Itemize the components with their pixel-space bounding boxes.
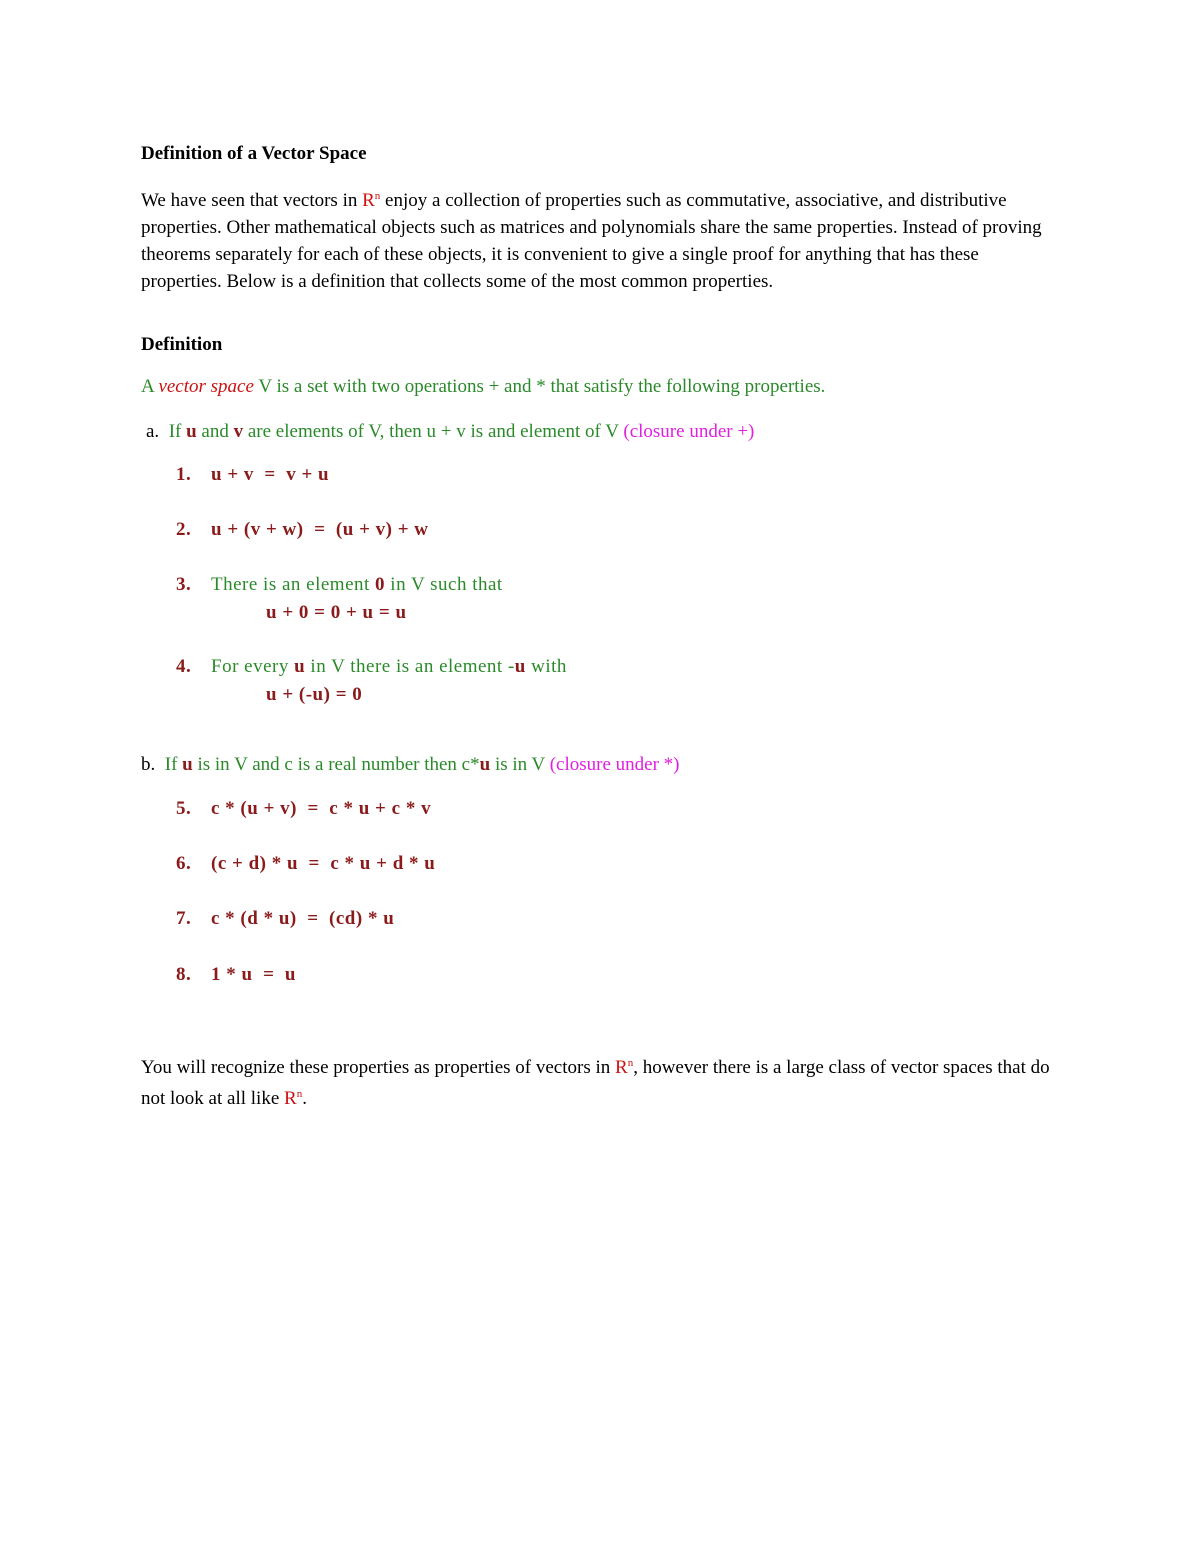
page-title: Definition of a Vector Space bbox=[141, 143, 367, 164]
intro-text-1: We have seen that vectors in bbox=[141, 190, 363, 211]
property-3: 3. There is an element 0 in V such that bbox=[176, 574, 503, 595]
part-b-line: b. If u is in V and c is a real number then c*u is in V (closure under *) bbox=[141, 754, 680, 775]
property-1: 1. u + v = v + u bbox=[176, 464, 330, 485]
rn-symbol-2: $R^n$ bbox=[284, 1088, 303, 1109]
definition-statement: A vector space V is a set with two operations + and * that satisfy the following properties. bbox=[141, 376, 826, 397]
property-6: 6. (c + d) * u = c * u + d * u bbox=[176, 853, 436, 874]
property-3-expression: u + 0 = 0 + u = u bbox=[266, 602, 407, 623]
definition-heading: Definition bbox=[141, 334, 223, 355]
closing-paragraph: You will recognize these properties as properties of vectors in $R^n$, however there is a large class of vector spaces that do not look at all like $R^n$. bbox=[141, 1057, 1050, 1109]
part-a-line: a. If u and v are elements of V, then u + v is and element of V (closure under +) bbox=[146, 421, 755, 442]
rn-symbol: $R^n$ bbox=[362, 190, 381, 211]
intro-paragraph bbox=[141, 183, 1061, 295]
closure-plus: (closure under +) bbox=[623, 421, 755, 442]
closure-times: (closure under *) bbox=[549, 754, 680, 775]
intro-text-2: enjoy a collection of properties such as commutative, associative, and distributive properties. Other mathematical objects such as matrices and polynomials share the same properties. Instead of proving theorems separately for each of these objects, it is convenient to give a single proof for anything that has these properties. Below is a definition that collects some of the most common properties. bbox=[141, 190, 1042, 292]
part-b-label: b. bbox=[141, 754, 156, 775]
property-7: 7. c * (d * u) = (cd) * u bbox=[176, 908, 395, 929]
property-2: 2. u + (v + w) = (u + v) + w bbox=[176, 519, 429, 540]
property-5: 5. c * (u + v) = c * u + c * v bbox=[176, 798, 432, 819]
property-8: 8. 1 * u = u bbox=[176, 964, 296, 985]
property-4-expression: u + (-u) = 0 bbox=[266, 684, 363, 705]
vector-space-term: vector space bbox=[158, 376, 254, 397]
property-4: 4. For every u in V there is an element -u with bbox=[176, 656, 567, 677]
rn-symbol-1: $R^n$ bbox=[615, 1057, 634, 1078]
part-a-label: a. bbox=[146, 421, 160, 442]
